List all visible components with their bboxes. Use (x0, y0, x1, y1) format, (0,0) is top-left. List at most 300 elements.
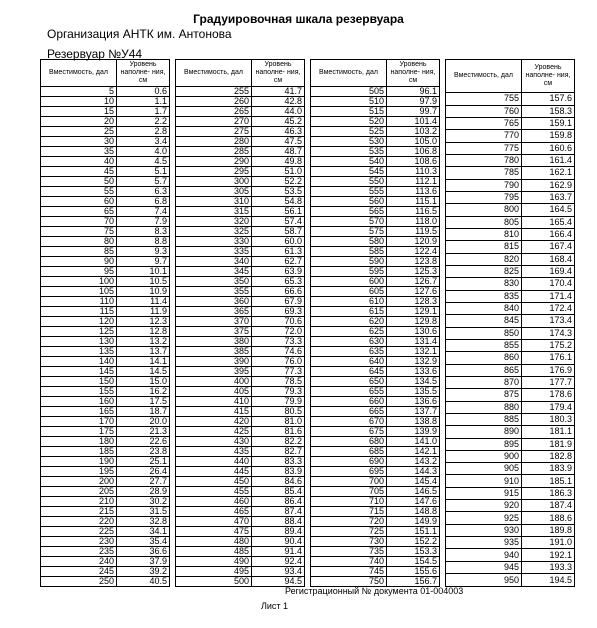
table-row (311, 537, 440, 547)
table-row (311, 577, 440, 587)
volume-cell: 315 (176, 207, 252, 217)
table-row (41, 337, 170, 347)
volume-cell: 835 (446, 290, 522, 302)
table-row (311, 477, 440, 487)
table-row (176, 447, 305, 457)
level-cell: 4.0 (117, 147, 170, 157)
volume-cell: 25 (41, 127, 117, 137)
volume-cell: 735 (311, 547, 387, 557)
level-cell: 40.5 (117, 577, 170, 587)
volume-cell: 655 (311, 387, 387, 397)
level-cell: 90.4 (252, 537, 305, 547)
volume-cell: 520 (311, 117, 387, 127)
level-cell: 78.5 (252, 377, 305, 387)
volume-cell: 680 (311, 437, 387, 447)
table-row (176, 377, 305, 387)
table-row (176, 397, 305, 407)
volume-cell: 405 (176, 387, 252, 397)
table-row (41, 467, 170, 477)
table-row (311, 467, 440, 477)
table-row (41, 287, 170, 297)
table-row (311, 207, 440, 217)
volume-cell: 685 (311, 447, 387, 457)
table-row (176, 227, 305, 237)
level-cell: 194.5 (522, 574, 575, 587)
volume-cell: 190 (41, 457, 117, 467)
volume-cell: 580 (311, 237, 387, 247)
volume-cell: 195 (41, 467, 117, 477)
table-row (176, 147, 305, 157)
level-cell: 36.6 (117, 547, 170, 557)
volume-cell: 840 (446, 302, 522, 314)
table-row (41, 407, 170, 417)
volume-cell: 200 (41, 477, 117, 487)
volume-cell: 150 (41, 377, 117, 387)
volume-cell: 750 (311, 577, 387, 587)
level-cell: 12.8 (117, 327, 170, 337)
volume-cell: 5 (41, 87, 117, 97)
table-row (176, 297, 305, 307)
table-row (311, 227, 440, 237)
table-row (176, 437, 305, 447)
level-cell: 2.2 (117, 117, 170, 127)
level-cell: 0.6 (117, 87, 170, 97)
table-row (446, 204, 575, 216)
calibration-table-4 (445, 59, 575, 587)
level-cell: 192.1 (522, 549, 575, 561)
level-cell: 156.7 (387, 577, 440, 587)
level-cell: 160.6 (522, 142, 575, 154)
table-row (311, 527, 440, 537)
volume-cell: 440 (176, 457, 252, 467)
volume-cell: 170 (41, 417, 117, 427)
table-row (41, 157, 170, 167)
volume-cell: 825 (446, 265, 522, 277)
volume-cell: 875 (446, 389, 522, 401)
level-cell: 81.0 (252, 417, 305, 427)
table-row (176, 167, 305, 177)
table-row (446, 339, 575, 351)
volume-cell: 260 (176, 97, 252, 107)
level-cell: 67.9 (252, 297, 305, 307)
level-cell: 28.9 (117, 487, 170, 497)
table-row (446, 487, 575, 499)
volume-cell: 730 (311, 537, 387, 547)
table-row (41, 307, 170, 317)
volume-cell: 525 (311, 127, 387, 137)
volume-cell: 210 (41, 497, 117, 507)
level-cell: 159.8 (522, 130, 575, 142)
volume-cell: 625 (311, 327, 387, 337)
level-cell: 13.7 (117, 347, 170, 357)
level-cell: 172.4 (522, 302, 575, 314)
table-row (311, 517, 440, 527)
table-row (176, 137, 305, 147)
volume-cell: 350 (176, 277, 252, 287)
level-cell: 4.5 (117, 157, 170, 167)
table-row (41, 207, 170, 217)
level-cell: 159.1 (522, 117, 575, 129)
table-row (446, 352, 575, 364)
table-row (311, 407, 440, 417)
volume-cell: 565 (311, 207, 387, 217)
table-row (446, 574, 575, 587)
table-row (311, 337, 440, 347)
level-cell: 42.8 (252, 97, 305, 107)
level-cell: 187.4 (522, 500, 575, 512)
table-row (41, 167, 170, 177)
table-row (41, 377, 170, 387)
table-row (176, 507, 305, 517)
volume-cell: 300 (176, 177, 252, 187)
volume-cell: 910 (446, 475, 522, 487)
table-row (446, 475, 575, 487)
table-row (41, 107, 170, 117)
calibration-table-3 (310, 59, 440, 587)
table-row (41, 347, 170, 357)
volume-cell: 230 (41, 537, 117, 547)
level-cell: 134.5 (387, 377, 440, 387)
level-cell: 118.0 (387, 217, 440, 227)
volume-cell: 180 (41, 437, 117, 447)
table-row (311, 187, 440, 197)
level-cell: 93.4 (252, 567, 305, 577)
table-row (176, 387, 305, 397)
volume-cell: 445 (176, 467, 252, 477)
level-cell: 16.2 (117, 387, 170, 397)
level-cell: 8.3 (117, 227, 170, 237)
table-row (41, 117, 170, 127)
level-cell: 87.4 (252, 507, 305, 517)
table-row (176, 117, 305, 127)
table-row (176, 97, 305, 107)
volume-cell: 810 (446, 228, 522, 240)
level-cell: 122.4 (387, 247, 440, 257)
table-row (446, 228, 575, 240)
table-row (446, 241, 575, 253)
volume-cell: 645 (311, 367, 387, 377)
table-row (41, 577, 170, 587)
level-cell: 127.6 (387, 287, 440, 297)
level-cell: 2.8 (117, 127, 170, 137)
level-cell: 85.4 (252, 487, 305, 497)
table-row (446, 561, 575, 573)
level-cell: 94.5 (252, 577, 305, 587)
volume-cell: 410 (176, 397, 252, 407)
table-row (311, 497, 440, 507)
table-row (446, 130, 575, 142)
level-cell: 39.2 (117, 567, 170, 577)
level-cell: 97.9 (387, 97, 440, 107)
level-cell: 126.7 (387, 277, 440, 287)
calibration-tables (40, 59, 575, 587)
table-row (311, 147, 440, 157)
volume-cell: 240 (41, 557, 117, 567)
volume-cell: 660 (311, 397, 387, 407)
table-row (311, 177, 440, 187)
table-row (176, 547, 305, 557)
volume-cell: 780 (446, 154, 522, 166)
level-header: Уровень наполне- ния, см (387, 60, 440, 87)
volume-cell: 650 (311, 377, 387, 387)
table-row (446, 105, 575, 117)
level-cell: 153.3 (387, 547, 440, 557)
level-header: Уровень наполне- ния, см (117, 60, 170, 87)
level-cell: 181.1 (522, 426, 575, 438)
table-row (41, 247, 170, 257)
level-cell: 47.5 (252, 137, 305, 147)
volume-cell: 530 (311, 137, 387, 147)
level-cell: 52.2 (252, 177, 305, 187)
volume-cell: 130 (41, 337, 117, 347)
level-cell: 51.0 (252, 167, 305, 177)
level-cell: 151.1 (387, 527, 440, 537)
volume-cell: 630 (311, 337, 387, 347)
table-row (446, 512, 575, 524)
volume-cell: 890 (446, 426, 522, 438)
level-cell: 3.4 (117, 137, 170, 147)
table-row (176, 157, 305, 167)
table-row (176, 487, 305, 497)
level-cell: 57.4 (252, 217, 305, 227)
level-cell: 167.4 (522, 241, 575, 253)
table-row (176, 417, 305, 427)
table-row (311, 387, 440, 397)
table-row (176, 317, 305, 327)
volume-cell: 390 (176, 357, 252, 367)
volume-cell: 115 (41, 307, 117, 317)
table-row (311, 547, 440, 557)
table-row (41, 217, 170, 227)
table-row (41, 267, 170, 277)
volume-header: Вместимость, дал (41, 60, 117, 87)
volume-cell: 740 (311, 557, 387, 567)
volume-cell: 885 (446, 413, 522, 425)
volume-cell: 255 (176, 87, 252, 97)
level-cell: 82.2 (252, 437, 305, 447)
table-row (311, 117, 440, 127)
level-cell: 22.6 (117, 437, 170, 447)
table-row (176, 87, 305, 97)
level-cell: 79.3 (252, 387, 305, 397)
level-cell: 135.5 (387, 387, 440, 397)
volume-cell: 860 (446, 352, 522, 364)
table-row (311, 197, 440, 207)
volume-cell: 175 (41, 427, 117, 437)
level-cell: 185.1 (522, 475, 575, 487)
volume-cell: 485 (176, 547, 252, 557)
level-cell: 82.7 (252, 447, 305, 457)
level-cell: 86.4 (252, 497, 305, 507)
volume-cell: 880 (446, 401, 522, 413)
level-cell: 72.0 (252, 327, 305, 337)
level-cell: 77.3 (252, 367, 305, 377)
table-row (311, 97, 440, 107)
table-row (176, 337, 305, 347)
volume-cell: 50 (41, 177, 117, 187)
volume-cell: 365 (176, 307, 252, 317)
volume-cell: 895 (446, 438, 522, 450)
level-cell: 11.4 (117, 297, 170, 307)
volume-cell: 275 (176, 127, 252, 137)
level-cell: 139.9 (387, 427, 440, 437)
volume-cell: 75 (41, 227, 117, 237)
volume-cell: 820 (446, 253, 522, 265)
level-cell: 101.4 (387, 117, 440, 127)
table-row (41, 397, 170, 407)
level-cell: 14.1 (117, 357, 170, 367)
level-cell: 129.8 (387, 317, 440, 327)
table-row (446, 216, 575, 228)
volume-cell: 855 (446, 339, 522, 351)
table-row (41, 177, 170, 187)
level-cell: 48.7 (252, 147, 305, 157)
level-cell: 5.1 (117, 167, 170, 177)
level-cell: 35.4 (117, 537, 170, 547)
level-cell: 58.7 (252, 227, 305, 237)
level-cell: 6.8 (117, 197, 170, 207)
table-row (41, 507, 170, 517)
volume-cell: 400 (176, 377, 252, 387)
level-cell: 62.7 (252, 257, 305, 267)
table-row (446, 327, 575, 339)
table-row (446, 167, 575, 179)
table-row (176, 267, 305, 277)
table-row (41, 487, 170, 497)
table-row (311, 87, 440, 97)
level-cell: 69.3 (252, 307, 305, 317)
volume-cell: 815 (446, 241, 522, 253)
volume-cell: 930 (446, 524, 522, 536)
table-row (311, 557, 440, 567)
table-row (41, 317, 170, 327)
table-row (176, 177, 305, 187)
table-row (176, 287, 305, 297)
level-cell: 162.1 (522, 167, 575, 179)
table-row (41, 97, 170, 107)
table-header-row (311, 60, 440, 87)
level-cell: 141.0 (387, 437, 440, 447)
level-cell: 73.3 (252, 337, 305, 347)
level-cell: 20.0 (117, 417, 170, 427)
level-cell: 18.7 (117, 407, 170, 417)
volume-cell: 340 (176, 257, 252, 267)
table-row (311, 167, 440, 177)
level-cell: 128.3 (387, 297, 440, 307)
level-header: Уровень наполне- ния, см (522, 60, 575, 93)
level-cell: 7.9 (117, 217, 170, 227)
table-row (176, 257, 305, 267)
level-cell: 80.5 (252, 407, 305, 417)
calibration-table-2 (175, 59, 305, 587)
volume-cell: 920 (446, 500, 522, 512)
volume-cell: 90 (41, 257, 117, 267)
table-row (446, 93, 575, 105)
level-cell: 106.8 (387, 147, 440, 157)
volume-cell: 745 (311, 567, 387, 577)
volume-cell: 795 (446, 191, 522, 203)
table-row (41, 187, 170, 197)
level-cell: 54.8 (252, 197, 305, 207)
table-row (446, 438, 575, 450)
table-row (311, 297, 440, 307)
table-row (41, 297, 170, 307)
table-row (311, 127, 440, 137)
volume-cell: 830 (446, 278, 522, 290)
volume-cell: 310 (176, 197, 252, 207)
level-cell: 84.6 (252, 477, 305, 487)
volume-cell: 545 (311, 167, 387, 177)
table-row (446, 364, 575, 376)
table-row (176, 207, 305, 217)
volume-cell: 640 (311, 357, 387, 367)
volume-cell: 110 (41, 297, 117, 307)
table-row (311, 397, 440, 407)
table-row (41, 437, 170, 447)
level-cell: 31.5 (117, 507, 170, 517)
level-cell: 180.3 (522, 413, 575, 425)
volume-cell: 380 (176, 337, 252, 347)
volume-cell: 355 (176, 287, 252, 297)
table-row (446, 426, 575, 438)
level-cell: 44.0 (252, 107, 305, 117)
level-cell: 183.9 (522, 463, 575, 475)
level-cell: 60.0 (252, 237, 305, 247)
volume-cell: 755 (446, 93, 522, 105)
table-row (446, 537, 575, 549)
level-cell: 145.4 (387, 477, 440, 487)
volume-cell: 870 (446, 376, 522, 388)
table-row (311, 417, 440, 427)
table-row (176, 497, 305, 507)
level-cell: 137.7 (387, 407, 440, 417)
level-cell: 193.3 (522, 561, 575, 573)
volume-cell: 900 (446, 450, 522, 462)
level-cell: 158.3 (522, 105, 575, 117)
table-row (446, 549, 575, 561)
volume-cell: 135 (41, 347, 117, 357)
level-cell: 162.9 (522, 179, 575, 191)
volume-cell: 80 (41, 237, 117, 247)
volume-cell: 125 (41, 327, 117, 337)
level-cell: 144.3 (387, 467, 440, 477)
level-cell: 143.2 (387, 457, 440, 467)
volume-cell: 585 (311, 247, 387, 257)
level-cell: 10.9 (117, 287, 170, 297)
table-row (311, 307, 440, 317)
level-cell: 83.9 (252, 467, 305, 477)
level-cell: 157.6 (522, 93, 575, 105)
volume-cell: 155 (41, 387, 117, 397)
level-cell: 61.3 (252, 247, 305, 257)
table-row (176, 567, 305, 577)
level-cell: 76.0 (252, 357, 305, 367)
volume-cell: 45 (41, 167, 117, 177)
level-cell: 25.1 (117, 457, 170, 467)
table-row (446, 290, 575, 302)
level-cell: 189.8 (522, 524, 575, 536)
volume-cell: 120 (41, 317, 117, 327)
table-row (176, 457, 305, 467)
table-row (446, 154, 575, 166)
volume-cell: 950 (446, 574, 522, 587)
table-row (311, 357, 440, 367)
volume-cell: 705 (311, 487, 387, 497)
volume-cell: 775 (446, 142, 522, 154)
level-cell: 181.9 (522, 438, 575, 450)
level-cell: 8.8 (117, 237, 170, 247)
table-row (176, 197, 305, 207)
